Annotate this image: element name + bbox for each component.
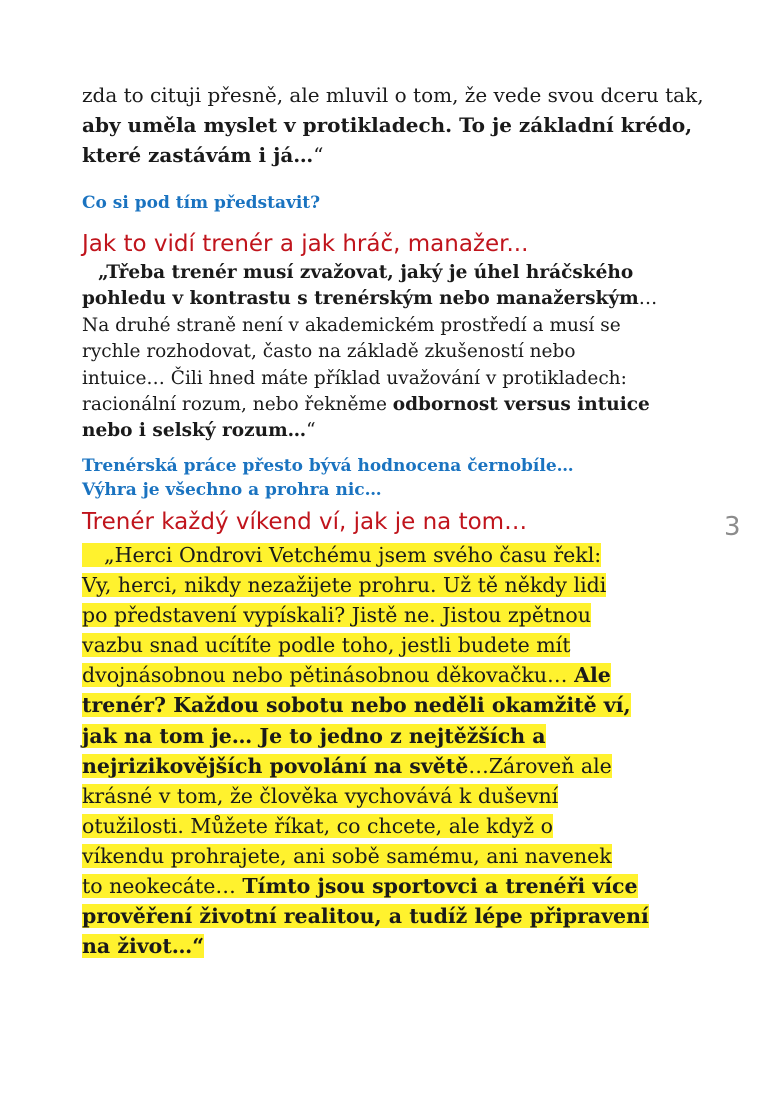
- question-line: Výhra je všechno a prohra nic…: [82, 480, 382, 500]
- text-line: [82, 140, 702, 170]
- text-line: [82, 751, 702, 781]
- text-line: zda to cituji přesně, ale mluvil o tom, že vede svou dceru tak,: [82, 83, 704, 107]
- text-line: [82, 871, 702, 901]
- highlighted-text: to neokecáte…: [82, 874, 243, 899]
- bold-span: nebo i selský rozum…: [82, 420, 307, 442]
- text-line: [82, 721, 702, 751]
- bold-span: odbornost versus intuice: [392, 394, 650, 416]
- highlighted-text: vazbu snad ucítíte podle toho, jestli budete mít: [82, 633, 571, 658]
- highlighted-text: krásné v tom, že člověka vychovává k duševní: [82, 783, 559, 808]
- text-line: rychle rozhodovat, často na základě zkušeností nebo: [82, 341, 576, 363]
- quote-paragraph-1: [82, 260, 702, 445]
- highlighted-bold-text: jak na tom je… Je to jedno z nejtěžších a: [82, 723, 546, 748]
- text-line: intuice… Čili hned máte příklad uvažování v protikladech:: [82, 367, 627, 389]
- text-line: [82, 841, 702, 871]
- highlighted-bold-text: prověření životní realitou, a tudíž lépe připravení: [82, 904, 649, 929]
- text-line: [82, 660, 702, 690]
- text-line-bold: aby uměla myslet v protikladech. To je základní krédo,: [82, 113, 693, 137]
- text-line: [82, 418, 702, 444]
- highlighted-text: víkendu prohrajete, ani sobě samému, ani navenek: [82, 843, 612, 868]
- text-line: [82, 600, 702, 630]
- question-heading: Co si pod tím představit?: [82, 193, 321, 213]
- text-line: [82, 781, 702, 811]
- highlighted-text: Vy, herci, nikdy nezažijete prohru. Už tě někdy lidi: [82, 573, 607, 598]
- question-heading-2: [82, 454, 574, 502]
- text-line: [82, 901, 702, 931]
- bold-span: které zastávám i já…: [82, 143, 314, 167]
- bold-span: pohledu v kontrastu s trenérským nebo manažerským: [82, 288, 639, 310]
- page-number: 3: [724, 512, 741, 542]
- text-line: [82, 931, 702, 961]
- highlighted-bold-text: trenér? Každou sobotu nebo neděli okamžitě ví,: [82, 693, 631, 718]
- question-line: Trenérská práce přesto bývá hodnocena černobíle…: [82, 456, 574, 476]
- highlighted-bold-text: nejrizikovějších povolání na světě: [82, 753, 469, 778]
- text-span: …: [638, 288, 658, 310]
- highlighted-text: po představení vypískali? Jistě ne. Jistou zpětnou: [82, 603, 591, 628]
- quote-paragraph-2: [82, 540, 702, 961]
- highlighted-text: otužilosti. Můžete říkat, co chcete, ale když o: [82, 813, 553, 838]
- text-line: [82, 392, 702, 418]
- highlighted-bold-text: Ale: [574, 663, 611, 688]
- intro-paragraph: [82, 80, 702, 170]
- text-span: racionální rozum, nebo řekněme: [82, 394, 393, 416]
- text-line: Na druhé straně není v akademickém prostředí a musí se: [82, 314, 621, 336]
- text-span: “: [306, 420, 316, 442]
- text-line: [82, 286, 702, 312]
- text-line: [82, 570, 702, 600]
- text-span: “: [313, 143, 324, 167]
- text-line: [82, 630, 702, 660]
- text-line: [82, 540, 702, 570]
- highlighted-bold-text: na život…“: [82, 934, 205, 959]
- highlighted-bold-text: Tímto jsou sportovci a trenéři více: [242, 874, 638, 899]
- text-line: [82, 811, 702, 841]
- subheading-2: Trenér každý víkend ví, jak je na tom…: [82, 509, 528, 535]
- text-line-bold: „Třeba trenér musí zvažovat, jaký je úhel hráčského: [98, 262, 634, 283]
- text-line: [82, 690, 702, 720]
- highlighted-text: …Zároveň ale: [468, 753, 612, 778]
- highlighted-text: dvojnásobnou nebo pětinásobnou děkovačku…: [82, 663, 575, 688]
- subheading: Jak to vidí trenér a jak hráč, manažer...: [82, 231, 529, 257]
- highlighted-text: „Herci Ondrovi Vetchému jsem svého času řekl:: [82, 543, 601, 567]
